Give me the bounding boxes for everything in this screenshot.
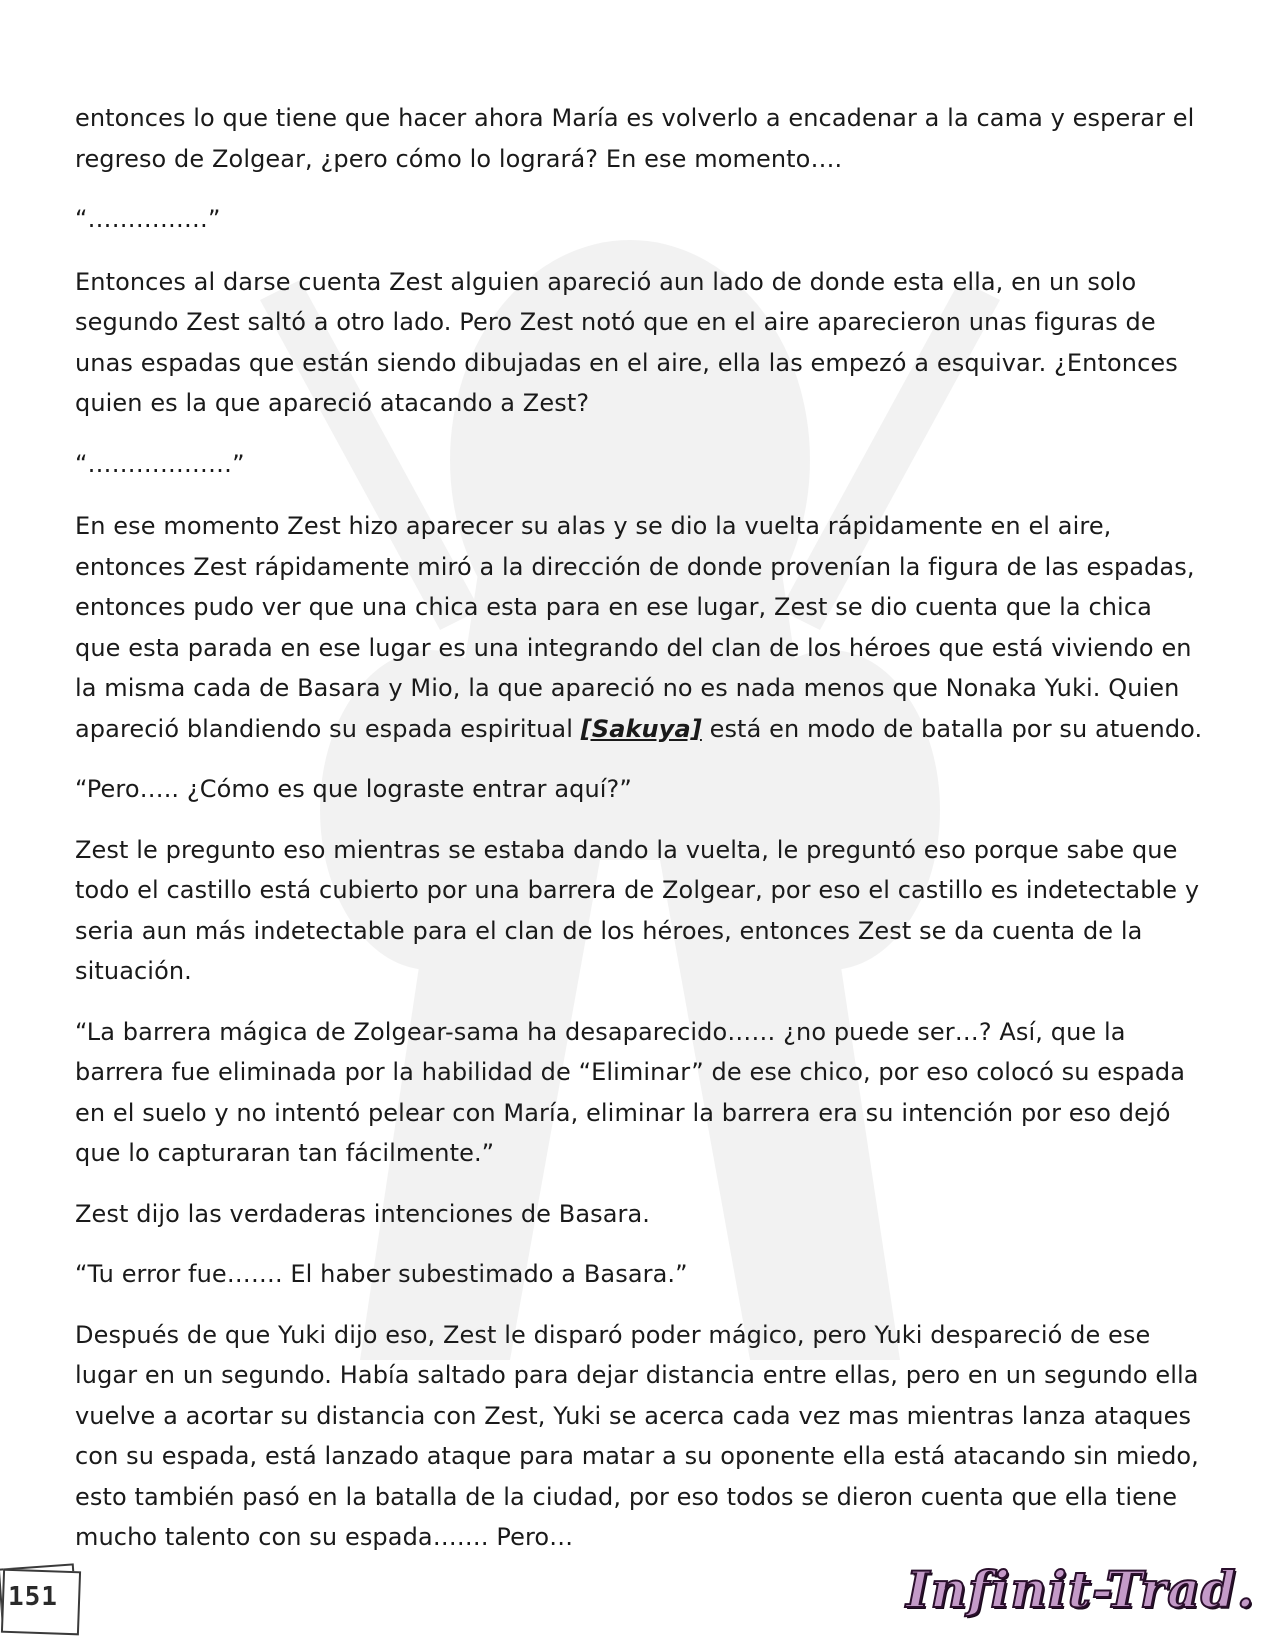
paragraph-1: entonces lo que tiene que hacer ahora María es volverlo a encadenar a la cama y esperar el regreso de Zolgear, ¿pero cómo lo logrará? En ese momento…. bbox=[75, 104, 1195, 173]
paragraph-5: Zest dijo las verdaderas intenciones de Basara. bbox=[75, 1199, 651, 1228]
page-number-badge bbox=[0, 1562, 82, 1634]
sakuya-term: [Sakuya] bbox=[580, 714, 702, 743]
dialogue-ellipsis-2: “………………” bbox=[75, 449, 245, 478]
paragraph-2: Entonces al darse cuenta Zest alguien apareció aun lado de donde esta ella, en un solo segundo Zest saltó a otro lado. Pero Zest notó que en el aire aparecieron unas figuras de unas espadas que están siendo dibujadas en el aire, ella las empezó a esquivar. ¿Entonces quien es la que apareció atacando a Zest? bbox=[75, 267, 1178, 417]
document-body bbox=[75, 98, 1205, 1578]
dialogue-ellipsis-1: “……………” bbox=[75, 205, 221, 233]
paragraph-3-text: En ese momento Zest hizo aparecer su alas y se dio la vuelta rápidamente en el aire, entonces Zest rápidamente miró a la dirección de donde provenían la figura de las espadas, entonces pudo ver que una chica esta para en ese lugar, Zest se dio cuenta que la chica que esta parada en ese lugar es una integrando del clan de los héroes que está viviendo en la misma cada de Basara y Mio, la que apareció no es nada menos que Nonaka Yuki. Quien apareció blandiendo su espada espiritual bbox=[75, 512, 1195, 743]
dialogue-line-3: “Tu error fue……. El haber subestimado a Basara.” bbox=[75, 1260, 688, 1288]
paragraph-6: Después de que Yuki dijo eso, Zest le disparó poder mágico, pero Yuki despareció de ese lugar en un segundo. Había saltado para dejar distancia entre ellas, pero en un segundo ella vuelve a acortar su distancia con Zest, Yuki se acerca cada vez mas mientras lanza ataques con su espada, está lanzado ataque para matar a su oponente ella está atacando sin miedo, esto también pasó en la batalla de la ciudad, por eso todos se dieron cuenta que ella tiene mucho talento con su espada……. Pero… bbox=[75, 1320, 1199, 1551]
paragraph-4: Zest le pregunto eso mientras se estaba dando la vuelta, le preguntó eso porque sabe que todo el castillo está cubierto por una barrera de Zolgear, por eso el castillo es indetectable y seria aun más indetectable para el clan de los héroes, entonces Zest se da cuenta de la situación. bbox=[75, 835, 1200, 985]
paragraph-3 bbox=[75, 506, 1205, 749]
page-number: 151 bbox=[8, 1582, 58, 1612]
dialogue-line-2: “La barrera mágica de Zolgear-sama ha desaparecido…… ¿no puede ser…? Así, que la barrera fue eliminada por la habilidad de “Eliminar” de ese chico, por eso colocó su espada en el suelo y no intentó pelear con María, eliminar la barrera era su intención por eso dejó que lo capturaran tan fácilmente.” bbox=[75, 1017, 1186, 1167]
translator-logo: Infinit-Trad. bbox=[906, 1560, 1255, 1619]
paragraph-3-tail: está en modo de batalla por su atuendo. bbox=[701, 714, 1203, 743]
dialogue-line-1: “Pero….. ¿Cómo es que lograste entrar aquí?” bbox=[75, 775, 632, 803]
